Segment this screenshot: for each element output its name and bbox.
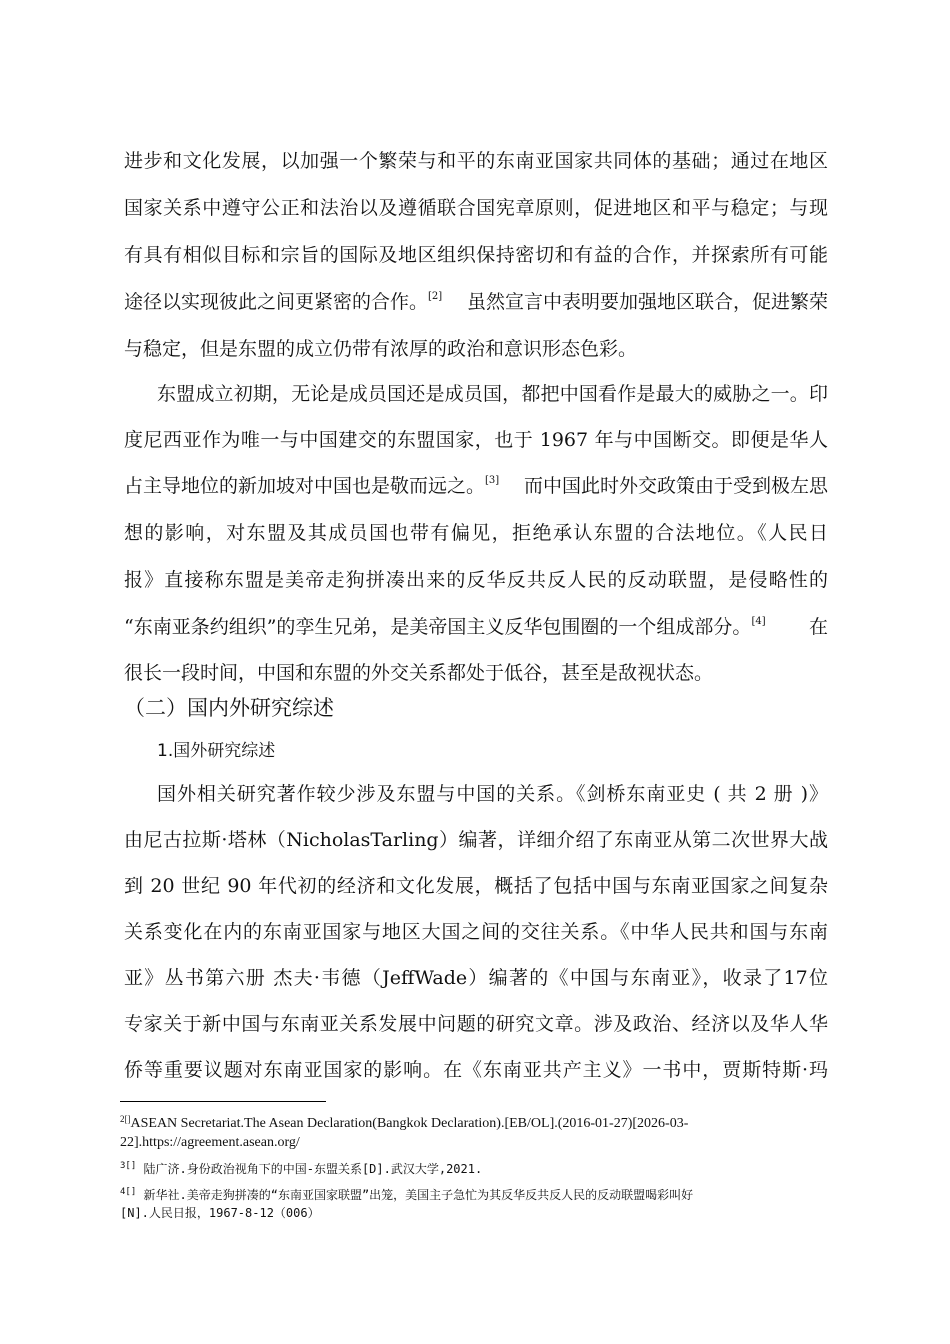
- body-line: 侨等重要议题对东南亚国家的影响。在《东南亚共产主义》一书中，贾斯特斯·玛: [124, 1059, 828, 1081]
- body-line: 国家关系中遵守公正和法治以及遵循联合国宪章原则，促进地区和平与稳定；与现: [124, 197, 828, 219]
- footnote-text: 新华社.美帝走狗拼凑的“东南亚国家联盟”出笼，美国主子急忙为其反华反共反人民的反动联盟喝彩叫好: [143, 1188, 694, 1202]
- body-text: 途径以实现彼此之间更紧密的合作。: [124, 291, 429, 313]
- footnote-2: [120, 1114, 830, 1152]
- citation-ref[interactable]: [3]: [485, 475, 500, 486]
- body-line: 由尼古拉斯·塔林（NicholasTarling）编著，详细介绍了东南亚从第二次世界大战: [124, 829, 828, 851]
- body-line: [124, 615, 828, 639]
- body-line: 度尼西亚作为唯一与中国建交的东盟国家，也于 1967 年与中国断交。即便是华人: [124, 429, 828, 451]
- body-line: [124, 290, 828, 314]
- footnote-mark: 4[]: [120, 1187, 137, 1197]
- body-line: 进步和文化发展，以加强一个繁荣与和平的东南亚国家共同体的基础；通过在地区: [124, 150, 828, 172]
- footnote-separator: [120, 1101, 326, 1102]
- footnote-4: [120, 1186, 830, 1222]
- body-text: “东南亚条约组织”的孪生兄弟，是美帝国主义反华包围圈的一个组成部分。: [124, 616, 752, 638]
- citation-ref[interactable]: [2]: [428, 291, 443, 302]
- citation-ref[interactable]: [4]: [751, 616, 766, 627]
- section-heading: （二）国内外研究综述: [124, 696, 334, 720]
- footnote-mark: 2[]: [120, 1114, 131, 1124]
- body-line: 想的影响，对东盟及其成员国也带有偏见，拒绝承认东盟的合法地位。《人民日: [124, 522, 828, 544]
- body-line: 关系变化在内的东南亚国家与地区大国之间的交往关系。《中华人民共和国与东南: [124, 921, 828, 943]
- body-line: 国外相关研究著作较少涉及东盟与中国的关系。《剑桥东南亚史 ( 共 2 册 )》: [157, 783, 828, 805]
- body-line: 东盟成立初期，无论是成员国还是成员国，都把中国看作是最大的威胁之一。印: [157, 383, 828, 405]
- body-text: 虽然宣言中表明要加强地区联合，促进繁荣: [466, 291, 828, 313]
- subsection-heading: 1.国外研究综述: [157, 741, 276, 761]
- body-line: 很长一段时间，中国和东盟的外交关系都处于低谷，甚至是敌视状态。: [124, 662, 714, 684]
- body-text: 占主导地位的新加坡对中国也是敬而远之。: [124, 475, 486, 497]
- body-line: 与稳定，但是东盟的成立仍带有浓厚的政治和意识形态色彩。: [124, 338, 638, 360]
- body-line: [124, 474, 828, 498]
- body-line: 到 20 世纪 90 年代初的经济和文化发展，概括了包括中国与东南亚国家之间复杂: [124, 875, 828, 897]
- footnote-text: ASEAN Secretariat.The Asean Declaration(Bangkok Declaration).[EB/OL].(2016-01-27)[2026-03-: [130, 1116, 689, 1131]
- body-line: 亚》丛书第六册 杰夫·韦德（JeffWade）编著的《中国与东南亚》，收录了17位: [124, 967, 828, 989]
- body-line: 报》直接称东盟是美帝走狗拼凑出来的反华反共反人民的反动联盟，是侵略性的: [124, 569, 828, 591]
- footnote-text: [N].人民日报，1967-8-12（006）: [120, 1206, 320, 1220]
- footnote-text[interactable]: 22].https://agreement.asean.org/: [120, 1135, 300, 1150]
- footnote-mark: 3[]: [120, 1161, 137, 1171]
- body-text: 而中国此时外交政策由于受到极左思: [523, 475, 828, 497]
- footnote-text: 陆广济.身份政治视角下的中国-东盟关系[D].武汉大学,2021.: [143, 1162, 483, 1176]
- footnote-3: [120, 1160, 830, 1178]
- body-line: 有具有相似目标和宗旨的国际及地区组织保持密切和有益的合作，并探索所有可能: [124, 244, 828, 266]
- body-text: 在: [808, 616, 828, 638]
- body-line: 专家关于新中国与东南亚关系发展中问题的研究文章。涉及政治、经济以及华人华: [124, 1013, 828, 1035]
